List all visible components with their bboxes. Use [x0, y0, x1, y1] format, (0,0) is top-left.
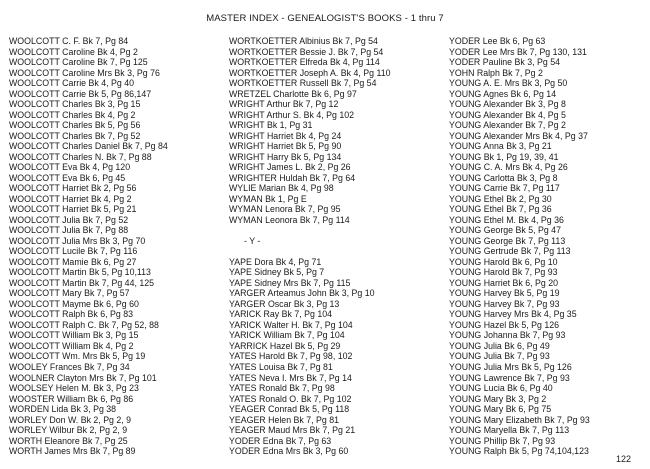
- index-entry: WRETZEL Charlotte Bk 6, Pg 97: [229, 88, 357, 99]
- index-entry: YATES Harold Bk 7, Pg 98, 102: [229, 351, 353, 362]
- index-entry: WOOSTER William Bk 6, Pg 86: [9, 393, 134, 404]
- index-entry: YOUNG Agnes Bk 6, Pg 14: [449, 88, 557, 99]
- index-column-3: [449, 36, 590, 457]
- index-entry: YATES Ronald O. Bk 7, Pg 102: [229, 393, 352, 404]
- index-entry: WOOLCOTT Martin Bk 7, Pg 44, 125: [9, 277, 155, 288]
- index-entry: WRIGHT Bk 1, Pg 31: [229, 120, 313, 131]
- index-entry: YATES Louisa Bk 7, Pg 81: [229, 361, 333, 372]
- index-entry: YOUNG Alexander Mrs Bk 4, Pg 37: [449, 130, 588, 141]
- index-entry: WORTKOETTER Joseph A. Bk 4, Pg 110: [229, 67, 391, 78]
- index-entry: YODER Edna Mrs Bk 3, Pg 60: [229, 446, 349, 457]
- index-entry: WOOLCOTT Charles Bk 4, Pg 2: [9, 109, 136, 120]
- index-column-1: [9, 36, 168, 457]
- index-entry: YAPE Dora Bk 4, Pg 71: [229, 256, 322, 267]
- index-entry: WOOLCOTT Eva Bk 4, Pg 120: [9, 162, 131, 173]
- index-entry: YARICK Walter H. Bk 7, Pg 104: [229, 319, 353, 330]
- index-entry: YOUNG Julia Mrs Bk 5, Pg 126: [449, 361, 572, 372]
- index-entry: YOUNG Anna Bk 3, Pg 21: [449, 141, 552, 152]
- index-entry: WOOLCOTT C. F. Bk 7, Pg 84: [9, 36, 129, 46]
- index-entry: WRIGHT Arthur S. Bk 4, Pg 102: [229, 109, 354, 120]
- index-entry: WOOLCOTT Charles Daniel Bk 7, Pg 84: [9, 141, 168, 152]
- index-entry: [229, 225, 391, 236]
- index-entry: YOUNG Lawrence Bk 7, Pg 93: [449, 372, 570, 383]
- index-entry: WOOLCOTT Julia Bk 7, Pg 52: [9, 214, 129, 225]
- index-entry: WOOLCOTT Charles Bk 7, Pg 52: [9, 130, 141, 141]
- index-entry: YAPE Sidney Bk 5, Pg 7: [229, 267, 325, 278]
- page-title: MASTER INDEX - GENEALOGIST'S BOOKS - 1 thru 7: [206, 13, 444, 24]
- index-entry: WRIGHT Arthur Bk 7, Pg 12: [229, 99, 339, 110]
- index-entry: WYMAN Lenora Bk 7, Pg 95: [229, 204, 341, 215]
- index-entry: WOOLCOTT Mamie Bk 6, Pg 27: [9, 256, 137, 267]
- index-entry: YOUNG Ethel Bk 7, Pg 36: [449, 204, 552, 215]
- index-entry: WOOLCOTT Harriet Bk 4, Pg 2: [9, 193, 132, 204]
- index-entry: YOUNG Harold Bk 7, Pg 93: [449, 267, 558, 278]
- index-entry: YOUNG Harold Bk 6, Pg 10: [449, 256, 558, 267]
- index-entry: WOOLCOTT William Bk 4, Pg 2: [9, 340, 134, 351]
- index-entry: WOOLCOTT Carrie Bk 5, Pg 86,147: [9, 88, 152, 99]
- index-entry: YARRICK Hazel Bk 5, Pg 29: [229, 340, 341, 351]
- index-entry: WORLEY Don W. Bk 2, Pg 2, 9: [9, 414, 132, 425]
- index-entry: YOUNG Gertrude Bk 7, Pg 113: [449, 246, 571, 257]
- index-entry: WOOLCOTT Caroline Bk 4, Pg 2: [9, 46, 138, 57]
- index-entry: YOUNG Harriet Bk 6, Pg 20: [449, 277, 559, 288]
- index-entry: WYLIE Marian Bk 4, Pg 98: [229, 183, 334, 194]
- index-entry: WOOLCOTT Charles N. Bk 7, Pg 88: [9, 151, 152, 162]
- index-entry: WOOLEY Frances Bk 7, Pg 34: [9, 361, 130, 372]
- index-entry: WORTH James Mrs Bk 7, Pg 89: [9, 446, 136, 457]
- index-entry: WYMAN Leonora Bk 7, Pg 114: [229, 214, 350, 225]
- index-entry: WOOLCOTT Caroline Bk 7, Pg 125: [9, 57, 148, 68]
- index-entry: WOOLCOTT Ralph Bk 6, Pg 83: [9, 309, 134, 320]
- index-entry: YOUNG Phillip Bk 7, Pg 93: [449, 435, 556, 446]
- index-entry: WOOLCOTT Mary Bk 7, Pg 57: [9, 288, 130, 299]
- index-entry: YOUNG Alexander Bk 3, Pg 8: [449, 99, 566, 110]
- index-entry: YOUNG Carlotta Bk 3, Pg 8: [449, 172, 558, 183]
- index-entry: YOUNG Harvey Mrs Bk 4, Pg 35: [449, 309, 577, 320]
- index-entry: YOUNG Julia Bk 7, Pg 93: [449, 351, 550, 362]
- index-entry: WOOLCOTT Lucile Bk 7, Pg 116: [9, 246, 138, 257]
- index-entry: WOOLSEY Helen M. Bk 3, Pg 23: [9, 383, 139, 394]
- index-entry: YATES Neva I. Mrs Bk 7, Pg 14: [229, 372, 352, 383]
- index-entry: YOUNG Carrie Bk 7, Pg 117: [449, 183, 560, 194]
- index-entry: YOUNG Harvey Bk 5, Pg 19: [449, 288, 560, 299]
- index-entry: YEAGER Conrad Bk 5, Pg 118: [229, 404, 350, 415]
- index-entry: WYMAN Bk 1, Pg E: [229, 193, 307, 204]
- index-entry: YOUNG Ralph Bk 5, Pg 74,104,123: [449, 446, 589, 457]
- index-entry: YEAGER Helen Bk 7, Pg 81: [229, 414, 340, 425]
- index-entry: WOOLCOTT Ralph C. Bk 7, Pg 52, 88: [9, 319, 159, 330]
- index-entry: WOOLCOTT Martin Bk 5, Pg 10,113: [9, 267, 151, 278]
- index-entry: WORTH Eleanore Bk 7, Pg 25: [9, 435, 128, 446]
- index-entry: YOUNG Maryella Bk 7, Pg 113: [449, 425, 570, 436]
- index-entry: YAPE Sidney Mrs Bk 7, Pg 115: [229, 277, 351, 288]
- index-entry: YODER Lee Bk 6, Pg 63: [449, 36, 546, 46]
- index-entry: WORTKOETTER Albinius Bk 7, Pg 54: [229, 36, 378, 46]
- index-entry: [229, 246, 391, 257]
- index-entry: YOUNG Alexander Bk 7, Pg 2: [449, 120, 566, 131]
- index-entry: WOOLCOTT Charles Bk 3, Pg 15: [9, 99, 141, 110]
- index-entry: YOUNG A. E. Mrs Bk 3, Pg 50: [449, 78, 568, 89]
- index-entry: YOUNG Ethel M. Bk 4, Pg 36: [449, 214, 564, 225]
- index-entry: YOUNG Lucia Bk 6, Pg 40: [449, 383, 553, 394]
- page-number: 122: [616, 454, 632, 464]
- index-entry: YOUNG Mary Bk 6, Pg 75: [449, 404, 552, 415]
- index-entry: YOUNG Alexander Bk 4, Pg 5: [449, 109, 566, 120]
- index-entry: YOUNG Mary Elizabeth Bk 7, Pg 93: [449, 414, 590, 425]
- index-entry: YOUNG Julia Bk 6, Pg 49: [449, 340, 550, 351]
- index-entry: YARICK Ray Bk 7, Pg 104: [229, 309, 333, 320]
- index-entry: YOUNG George Bk 7, Pg 113: [449, 235, 566, 246]
- index-entry: WOOLCOTT Carrie Bk 4, Pg 40: [9, 78, 134, 89]
- index-entry: WOOLCOTT Charles Bk 5, Pg 56: [9, 120, 141, 131]
- index-entry: YOUNG Bk 1, Pg 19, 39, 41: [449, 151, 559, 162]
- index-entry: WORDEN Lida Bk 3, Pg 38: [9, 404, 117, 415]
- index-entry: YOUNG George Bk 5, Pg 47: [449, 225, 561, 236]
- index-entry: YARGER Oscar Bk 3, Pg 13: [229, 298, 340, 309]
- index-entry: YODER Lee Mrs Bk 7, Pg 130, 131: [449, 46, 587, 57]
- index-entry: WOOLCOTT Harriet Bk 5, Pg 21: [9, 204, 137, 215]
- index-entry: WOOLCOTT Harriet Bk 2, Pg 56: [9, 183, 137, 194]
- index-entry: WOOLNER Clayton Mrs Bk 7, Pg 101: [9, 372, 157, 383]
- index-column-2: [229, 36, 391, 457]
- index-entry: WOOLCOTT William Bk 3, Pg 15: [9, 330, 139, 341]
- index-entry: WOOLCOTT Mayme Bk 6, Pg 60: [9, 298, 139, 309]
- index-entry: YOUNG Harvey Bk 7, Pg 93: [449, 298, 560, 309]
- index-entry: YOUNG C. A. Mrs Bk 4, Pg 26: [449, 162, 568, 173]
- index-entry: YOUNG Johanna Bk 7, Pg 93: [449, 330, 566, 341]
- index-entry: YODER Pauline Bk 3, Pg 54: [449, 57, 560, 68]
- index-entry: YOUNG Ethel Bk 2, Pg 30: [449, 193, 552, 204]
- index-entry: WOOLCOTT Julia Bk 7, Pg 88: [9, 225, 129, 236]
- index-entry: YATES Ronald Bk 7, Pg 98: [229, 383, 335, 394]
- index-entry: YODER Edna Bk 7, Pg 63: [229, 435, 332, 446]
- index-entry: WOOLCOTT Caroline Mrs Bk 3, Pg 76: [9, 67, 160, 78]
- index-entry: WRIGHT James L. Bk 2, Pg 26: [229, 162, 351, 173]
- index-entry: WORTKOETTER Russell Bk 7, Pg 54: [229, 78, 377, 89]
- index-entry: WRIGHT Harriet Bk 5, Pg 90: [229, 141, 342, 152]
- index-entry: YARICK William Bk 7, Pg 104: [229, 330, 345, 341]
- index-entry: WOOLCOTT Wm. Mrs Bk 5, Pg 19: [9, 351, 146, 362]
- index-entry: YARGER Arteamus John Bk 3, Pg 10: [229, 288, 375, 299]
- index-entry: YEAGER Maud Mrs Bk 7, Pg 21: [229, 425, 356, 436]
- index-entry: WORLEY Wilbur Bk 2, Pg 2, 9: [9, 425, 128, 436]
- section-divider: - Y -: [244, 235, 261, 246]
- index-entry: WRIGHTER Huldah Bk 7, Pg 64: [229, 172, 356, 183]
- index-entry: YOUNG Mary Bk 3, Pg 2: [449, 393, 547, 404]
- index-entry: WRIGHT Harry Bk 5, Pg 134: [229, 151, 342, 162]
- index-entry: WRIGHT Harriet Bk 4, Pg 24: [229, 130, 342, 141]
- index-entry: WORTKOETTER Bessie J. Bk 7, Pg 54: [229, 46, 384, 57]
- index-entry: WOOLCOTT Julia Mrs Bk 3, Pg 70: [9, 235, 146, 246]
- index-entry: YOHN Ralph Bk 7, Pg 2: [449, 67, 543, 78]
- index-entry: WOOLCOTT Eva Bk 6, Pg 45: [9, 172, 126, 183]
- index-entry: YOUNG Hazel Bk 5, Pg 126: [449, 319, 560, 330]
- index-entry: WORTKOETTER Elfreda Bk 4, Pg 114: [229, 57, 380, 68]
